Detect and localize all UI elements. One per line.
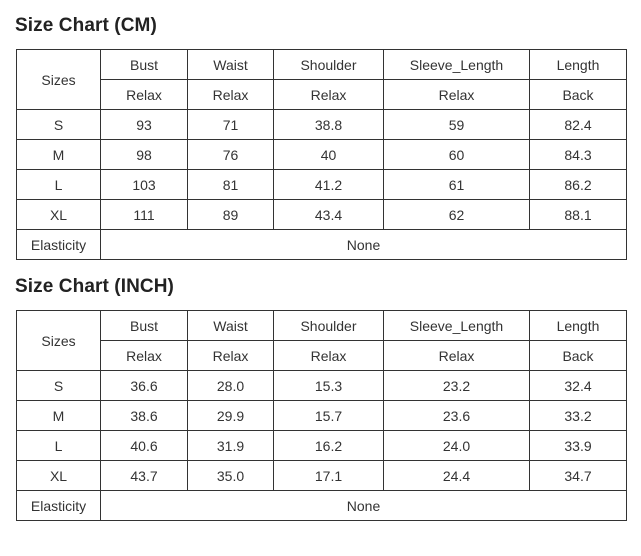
table-header-row — [17, 50, 627, 80]
fit-type-cell: Relax — [384, 80, 530, 110]
measurement-value-cell: 23.2 — [384, 371, 530, 401]
table-row — [17, 431, 627, 461]
measurement-value-cell: 111 — [101, 200, 188, 230]
measurement-value-cell: 36.6 — [101, 371, 188, 401]
fit-type-cell: Relax — [101, 341, 188, 371]
size-table-body — [17, 50, 627, 260]
measurement-value-cell: 40 — [274, 140, 384, 170]
measurement-value-cell: 15.7 — [274, 401, 384, 431]
measurement-value-cell: 71 — [188, 110, 274, 140]
elasticity-row — [17, 491, 627, 521]
fit-type-cell: Relax — [274, 341, 384, 371]
table-row — [17, 200, 627, 230]
elasticity-label-cell: Elasticity — [17, 230, 101, 260]
measurement-value-cell: 60 — [384, 140, 530, 170]
measurement-value-cell: 84.3 — [530, 140, 627, 170]
measurement-value-cell: 61 — [384, 170, 530, 200]
elasticity-row — [17, 230, 627, 260]
elasticity-value-cell: None — [101, 230, 627, 260]
measurement-value-cell: 16.2 — [274, 431, 384, 461]
measurement-header-cell: Waist — [188, 50, 274, 80]
measurement-value-cell: 59 — [384, 110, 530, 140]
elasticity-value-cell: None — [101, 491, 627, 521]
measurement-value-cell: 76 — [188, 140, 274, 170]
measurement-value-cell: 43.7 — [101, 461, 188, 491]
measurement-header-cell: Sleeve_Length — [384, 50, 530, 80]
measurement-value-cell: 40.6 — [101, 431, 188, 461]
measurement-value-cell: 86.2 — [530, 170, 627, 200]
measurement-header-cell: Bust — [101, 311, 188, 341]
size-label-cell: L — [17, 170, 101, 200]
fit-type-cell: Back — [530, 341, 627, 371]
measurement-header-cell: Bust — [101, 50, 188, 80]
measurement-value-cell: 62 — [384, 200, 530, 230]
measurement-header-cell: Shoulder — [274, 311, 384, 341]
size-label-cell: XL — [17, 200, 101, 230]
measurement-value-cell: 43.4 — [274, 200, 384, 230]
measurement-header-cell: Length — [530, 50, 627, 80]
sizes-header-cell: Sizes — [17, 50, 101, 110]
measurement-value-cell: 82.4 — [530, 110, 627, 140]
fit-type-cell: Back — [530, 80, 627, 110]
measurement-value-cell: 38.6 — [101, 401, 188, 431]
size-table-body — [17, 311, 627, 521]
size-label-cell: L — [17, 431, 101, 461]
measurement-value-cell: 38.8 — [274, 110, 384, 140]
table-row — [17, 401, 627, 431]
measurement-value-cell: 24.4 — [384, 461, 530, 491]
fit-type-cell: Relax — [188, 80, 274, 110]
size-label-cell: S — [17, 371, 101, 401]
measurement-value-cell: 17.1 — [274, 461, 384, 491]
size-chart-inch-title: Size Chart (INCH) — [15, 276, 174, 297]
size-label-cell: S — [17, 110, 101, 140]
table-row — [17, 371, 627, 401]
measurement-value-cell: 35.0 — [188, 461, 274, 491]
table-header-row — [17, 311, 627, 341]
measurement-value-cell: 15.3 — [274, 371, 384, 401]
measurement-value-cell: 33.2 — [530, 401, 627, 431]
table-subheader-row — [17, 341, 627, 371]
measurement-value-cell: 33.9 — [530, 431, 627, 461]
elasticity-label-cell: Elasticity — [17, 491, 101, 521]
measurement-value-cell: 103 — [101, 170, 188, 200]
fit-type-cell: Relax — [188, 341, 274, 371]
size-chart-cm-title: Size Chart (CM) — [15, 15, 157, 36]
table-row — [17, 110, 627, 140]
fit-type-cell: Relax — [101, 80, 188, 110]
measurement-header-cell: Shoulder — [274, 50, 384, 80]
measurement-value-cell: 32.4 — [530, 371, 627, 401]
measurement-value-cell: 81 — [188, 170, 274, 200]
sizes-header-cell: Sizes — [17, 311, 101, 371]
measurement-value-cell: 88.1 — [530, 200, 627, 230]
measurement-value-cell: 93 — [101, 110, 188, 140]
fit-type-cell: Relax — [384, 341, 530, 371]
measurement-value-cell: 98 — [101, 140, 188, 170]
size-label-cell: M — [17, 401, 101, 431]
measurement-header-cell: Length — [530, 311, 627, 341]
measurement-value-cell: 34.7 — [530, 461, 627, 491]
measurement-value-cell: 29.9 — [188, 401, 274, 431]
table-row — [17, 140, 627, 170]
measurement-header-cell: Waist — [188, 311, 274, 341]
measurement-value-cell: 89 — [188, 200, 274, 230]
size-chart-cm-table — [16, 49, 627, 260]
measurement-value-cell: 23.6 — [384, 401, 530, 431]
fit-type-cell: Relax — [274, 80, 384, 110]
measurement-header-cell: Sleeve_Length — [384, 311, 530, 341]
measurement-value-cell: 28.0 — [188, 371, 274, 401]
size-label-cell: M — [17, 140, 101, 170]
measurement-value-cell: 41.2 — [274, 170, 384, 200]
size-chart-inch-table — [16, 310, 627, 521]
table-row — [17, 461, 627, 491]
table-subheader-row — [17, 80, 627, 110]
measurement-value-cell: 24.0 — [384, 431, 530, 461]
size-label-cell: XL — [17, 461, 101, 491]
table-row — [17, 170, 627, 200]
measurement-value-cell: 31.9 — [188, 431, 274, 461]
